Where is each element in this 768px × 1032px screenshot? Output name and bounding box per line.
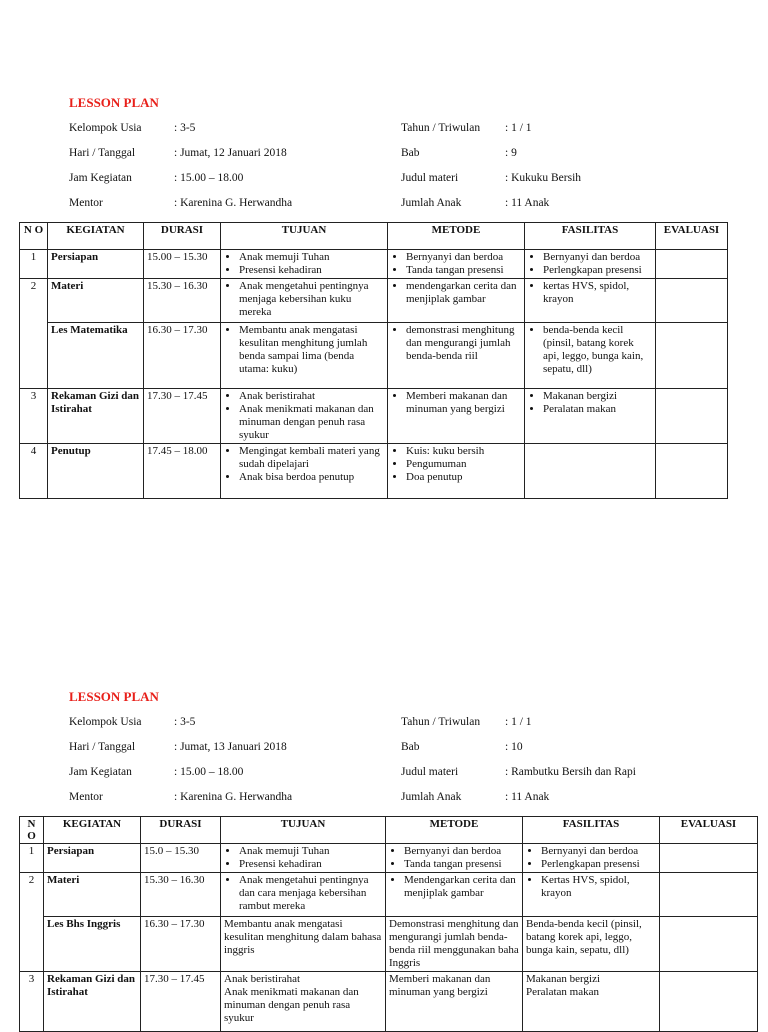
info-value: : 10 [505, 741, 523, 753]
info-value: : 3-5 [174, 122, 196, 134]
col-header-no: N O [20, 817, 44, 844]
col-header-evaluasi: EVALUASI [660, 817, 758, 844]
cell-no: 1 [20, 250, 48, 279]
info-label: Mentor [69, 197, 103, 209]
cell-tujuan [221, 323, 388, 389]
info-value: : 9 [505, 147, 517, 159]
col-header-fasilitas: FASILITAS [523, 817, 660, 844]
info-label: Bab [401, 741, 420, 753]
list-item: • Mengingat kembali materi yang sudah dipelajari [239, 445, 384, 471]
cell-tujuan [221, 972, 386, 1032]
cell-evaluasi [660, 917, 758, 972]
col-header-durasi: DURASI [141, 817, 221, 844]
cell-no: 3 [20, 389, 48, 444]
cell-tujuan [221, 389, 388, 444]
cell-metode [388, 444, 525, 499]
cell-fasilitas: Benda-benda kecil (pinsil, batang korek api, leggo, bunga kain, sepatu, dll) [523, 917, 660, 972]
table-row [20, 917, 758, 972]
cell-no [20, 323, 48, 389]
cell-kegiatan: Persiapan [44, 844, 141, 873]
lesson-table [19, 222, 728, 499]
list-item: • Kertas HVS, spidol, krayon [541, 874, 656, 900]
list-item: • Kuis: kuku bersih [406, 445, 521, 458]
list-item: • Anak beristirahat [239, 390, 384, 403]
cell-durasi: 17.30 – 17.45 [141, 972, 221, 1032]
cell-metode [388, 323, 525, 389]
info-value: : 15.00 – 18.00 [174, 766, 244, 778]
list-item: • Anak mengetahui pentingnya menjaga kebersihan kuku mereka [239, 280, 384, 319]
list-item: • Bernyanyi dan berdoa [543, 251, 652, 264]
list-item: • Bernyanyi dan berdoa [541, 845, 656, 858]
table-row [20, 972, 758, 1032]
info-label: Judul materi [401, 172, 459, 184]
cell-fasilitas [525, 444, 656, 499]
cell-durasi: 15.30 – 16.30 [141, 873, 221, 917]
cell-kegiatan: Les Bhs Inggris [44, 917, 141, 972]
list-item: • Presensi kehadiran [239, 264, 384, 277]
plan-title: LESSON PLAN [69, 689, 159, 704]
list-item: Anak menikmati makanan dan minuman dengan penuh rasa syukur [224, 986, 359, 1024]
col-header-fasilitas: FASILITAS [525, 223, 656, 250]
info-value: : Jumat, 13 Januari 2018 [174, 741, 287, 753]
cell-fasilitas [523, 844, 660, 873]
list-item: • Anak bisa berdoa penutup [239, 471, 384, 484]
list-item: • mendengarkan cerita dan menjiplak gambar [406, 280, 521, 306]
list-item: • Doa penutup [406, 471, 521, 484]
col-header-durasi: DURASI [144, 223, 221, 250]
list-item: • Pengumuman [406, 458, 521, 471]
info-value: : 3-5 [174, 716, 196, 728]
info-label: Hari / Tanggal [69, 741, 136, 753]
cell-tujuan: Membantu anak mengatasi kesulitan menghitung dalam bahasa inggris [221, 917, 386, 972]
cell-metode [386, 844, 523, 873]
col-header-kegiatan: KEGIATAN [48, 223, 144, 250]
list-item: • Tanda tangan presensi [406, 264, 521, 277]
cell-durasi: 15.0 – 15.30 [141, 844, 221, 873]
info-label: Tahun / Triwulan [401, 122, 481, 134]
list-item: • Membantu anak mengatasi kesulitan menghitung jumlah benda sampai lima (benda utama: kuku) [239, 324, 384, 376]
cell-fasilitas [525, 279, 656, 323]
cell-tujuan [221, 250, 388, 279]
info-label: Hari / Tanggal [69, 147, 136, 159]
table-row [20, 873, 758, 917]
info-value: : 15.00 – 18.00 [174, 172, 244, 184]
cell-evaluasi [660, 972, 758, 1032]
cell-tujuan [221, 844, 386, 873]
cell-fasilitas [525, 323, 656, 389]
col-header-tujuan: TUJUAN [221, 223, 388, 250]
info-value: : Karenina G. Herwandha [174, 197, 293, 209]
list-item: Anak beristirahat [224, 973, 301, 985]
lesson-table [19, 816, 758, 1032]
list-item: • demonstrasi menghitung dan mengurangi jumlah benda-benda riil [406, 324, 521, 363]
cell-kegiatan: Materi [44, 873, 141, 917]
cell-evaluasi [660, 844, 758, 873]
list-item: • Bernyanyi dan berdoa [404, 845, 519, 858]
cell-durasi: 16.30 – 17.30 [141, 917, 221, 972]
list-item: • Memberi makanan dan minuman yang bergizi [406, 390, 521, 416]
info-value: : 1 / 1 [505, 122, 532, 134]
cell-fasilitas [523, 972, 660, 1032]
list-item: • Anak memuji Tuhan [239, 251, 384, 264]
cell-tujuan [221, 873, 386, 917]
table-row [20, 250, 728, 279]
info-label: Jam Kegiatan [69, 766, 132, 778]
col-header-metode: METODE [386, 817, 523, 844]
cell-evaluasi [656, 323, 728, 389]
cell-no: 1 [20, 844, 44, 873]
cell-no: 3 [20, 972, 44, 1032]
table-row [20, 323, 728, 389]
info-label: Bab [401, 147, 420, 159]
cell-evaluasi [656, 250, 728, 279]
cell-tujuan [221, 279, 388, 323]
cell-no: 2 [20, 873, 44, 917]
cell-metode [386, 873, 523, 917]
info-label: Tahun / Triwulan [401, 716, 481, 728]
info-label: Kelompok Usia [69, 716, 142, 728]
info-value: : 11 Anak [505, 197, 550, 209]
cell-no: 4 [20, 444, 48, 499]
info-label: Jam Kegiatan [69, 172, 132, 184]
cell-evaluasi [656, 444, 728, 499]
cell-fasilitas [523, 873, 660, 917]
cell-no: 2 [20, 279, 48, 323]
info-value: : 1 / 1 [505, 716, 532, 728]
info-value: : Jumat, 12 Januari 2018 [174, 147, 287, 159]
list-item: Peralatan makan [526, 986, 599, 998]
list-item: • Peralatan makan [543, 403, 652, 416]
cell-kegiatan: Rekaman Gizi dan Istirahat [48, 389, 144, 444]
col-header-metode: METODE [388, 223, 525, 250]
list-item: • Makanan bergizi [543, 390, 652, 403]
col-header-no: N O [20, 223, 48, 250]
cell-kegiatan: Rekaman Gizi dan Istirahat [44, 972, 141, 1032]
info-label: Jumlah Anak [401, 791, 462, 803]
table-row [20, 844, 758, 873]
info-label: Judul materi [401, 766, 459, 778]
cell-no [20, 917, 44, 972]
cell-metode [388, 389, 525, 444]
cell-kegiatan: Materi [48, 279, 144, 323]
info-label: Kelompok Usia [69, 122, 142, 134]
cell-evaluasi [656, 389, 728, 444]
list-item: • Bernyanyi dan berdoa [406, 251, 521, 264]
cell-durasi: 17.45 – 18.00 [144, 444, 221, 499]
list-item: • Presensi kehadiran [239, 858, 382, 871]
cell-tujuan [221, 444, 388, 499]
cell-metode [388, 279, 525, 323]
table-row [20, 389, 728, 444]
info-value: : Rambutku Bersih dan Rapi [505, 766, 636, 778]
info-label: Jumlah Anak [401, 197, 462, 209]
cell-metode: Memberi makanan dan minuman yang bergizi [386, 972, 523, 1032]
cell-kegiatan: Les Matematika [48, 323, 144, 389]
cell-durasi: 17.30 – 17.45 [144, 389, 221, 444]
info-value: : 11 Anak [505, 791, 550, 803]
info-value: : Kukuku Bersih [505, 172, 582, 184]
info-value: : Karenina G. Herwandha [174, 791, 293, 803]
list-item: • kertas HVS, spidol, krayon [543, 280, 652, 306]
table-row [20, 279, 728, 323]
cell-kegiatan: Penutup [48, 444, 144, 499]
col-header-kegiatan: KEGIATAN [44, 817, 141, 844]
cell-durasi: 15.00 – 15.30 [144, 250, 221, 279]
cell-metode: Demonstrasi menghitung dan mengurangi jumlah benda-benda riil menggunakan baha Inggris [386, 917, 523, 972]
cell-metode [388, 250, 525, 279]
cell-fasilitas [525, 389, 656, 444]
plan-title: LESSON PLAN [69, 95, 159, 110]
list-item: • Anak memuji Tuhan [239, 845, 382, 858]
cell-evaluasi [656, 279, 728, 323]
col-header-evaluasi: EVALUASI [656, 223, 728, 250]
info-label: Mentor [69, 791, 103, 803]
list-item: Makanan bergizi [526, 973, 601, 985]
list-item: • Anak menikmati makanan dan minuman dengan penuh rasa syukur [239, 403, 384, 442]
list-item: • Tanda tangan presensi [404, 858, 519, 871]
cell-durasi: 15.30 – 16.30 [144, 279, 221, 323]
list-item: • Mendengarkan cerita dan menjiplak gambar [404, 874, 519, 900]
col-header-tujuan: TUJUAN [221, 817, 386, 844]
list-item: • benda-benda kecil (pinsil, batang korek api, leggo, bunga kain, sepatu, dll) [543, 324, 652, 376]
cell-fasilitas [525, 250, 656, 279]
cell-durasi: 16.30 – 17.30 [144, 323, 221, 389]
table-row [20, 444, 728, 499]
list-item: • Perlengkapan presensi [543, 264, 652, 277]
cell-evaluasi [660, 873, 758, 917]
list-item: • Perlengkapan presensi [541, 858, 656, 871]
cell-kegiatan: Persiapan [48, 250, 144, 279]
list-item: • Anak mengetahui pentingnya dan cara menjaga kebersihan rambut mereka [239, 874, 382, 913]
